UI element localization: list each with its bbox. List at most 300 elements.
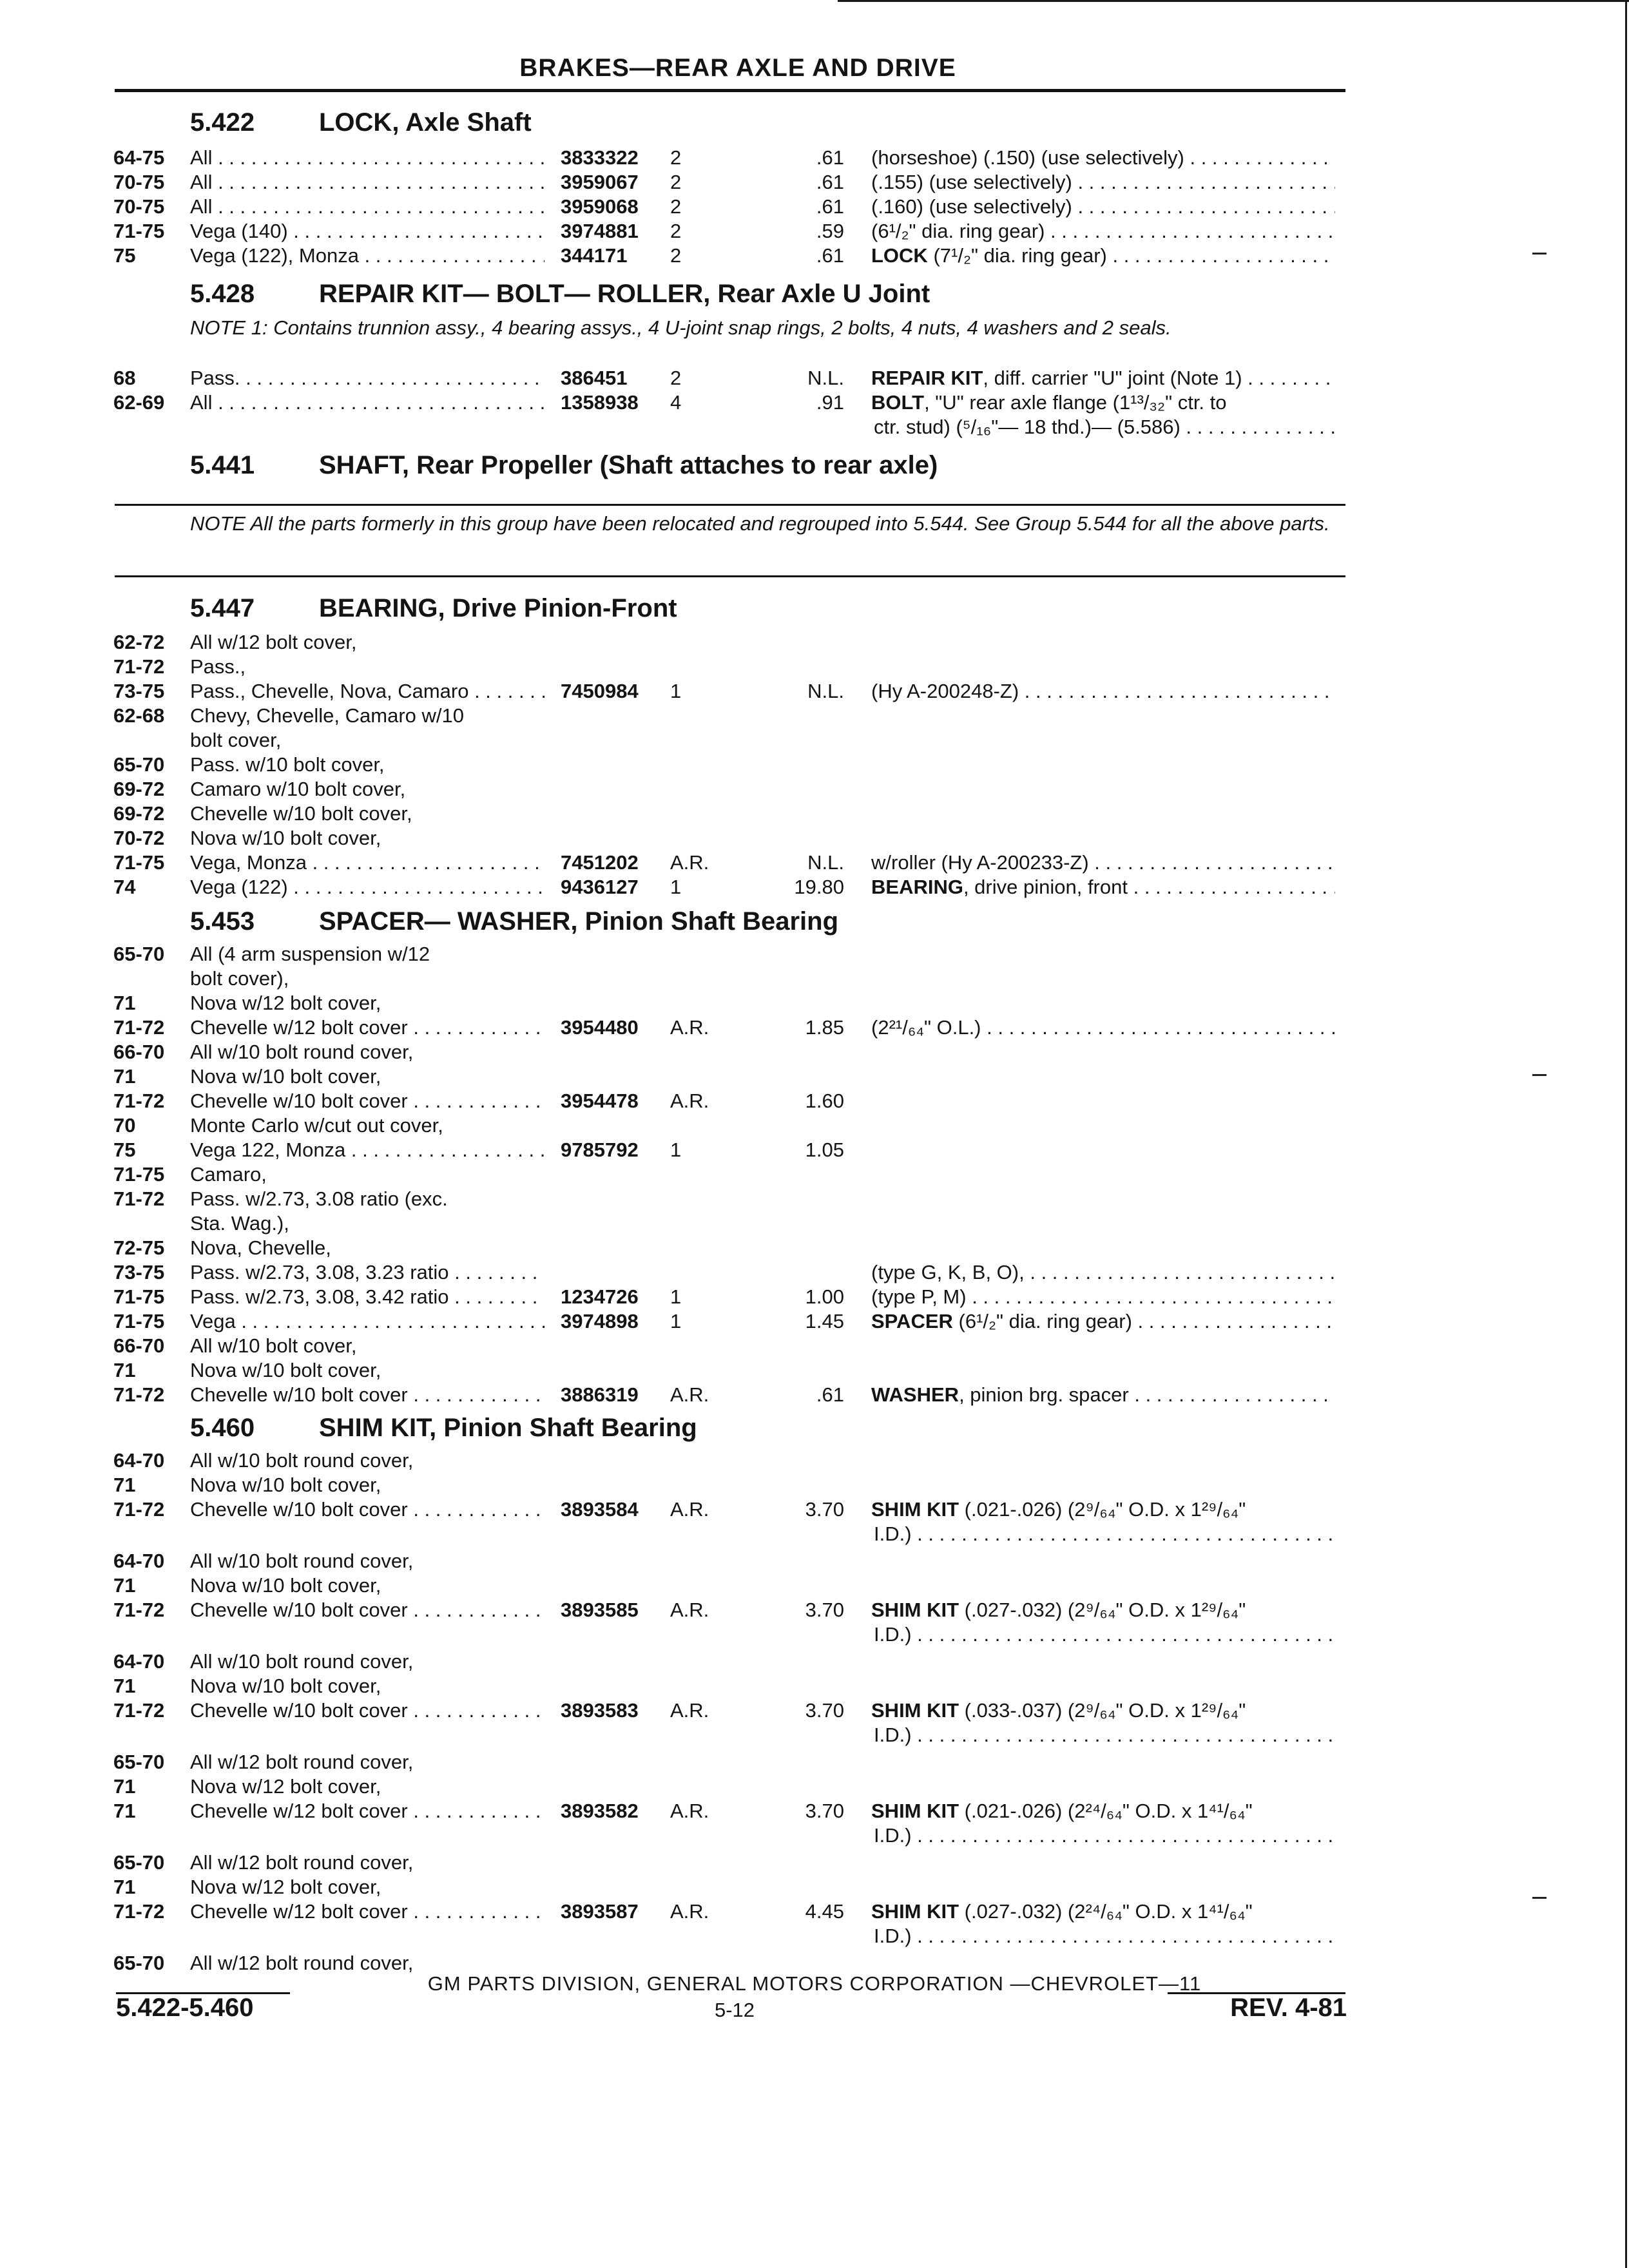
- table-row: [0, 1064, 1353, 1089]
- description: [871, 1698, 1335, 1723]
- table-row-continuation: [0, 1823, 1353, 1848]
- description-keyword: LOCK: [871, 244, 928, 267]
- table-row: [0, 1473, 1353, 1497]
- part-number: 344171: [561, 244, 628, 267]
- description-continuation: I.D.) . . .: [871, 1622, 1338, 1647]
- application: Camaro,: [190, 1163, 267, 1186]
- part-number: 3974881: [561, 220, 639, 242]
- description: [871, 1497, 1335, 1522]
- description: [871, 170, 1335, 195]
- description-text: (.033-.037) (2⁹/₆₄" O.D. x 1²⁹/₆₄": [959, 1699, 1246, 1722]
- description: [871, 1260, 1335, 1285]
- description-continuation: I.D.) . . .: [871, 1823, 1338, 1848]
- application: Vega (122) . . .: [190, 875, 545, 899]
- part-number: 3974898: [561, 1310, 639, 1332]
- table-row: [0, 1674, 1353, 1698]
- table-row: [0, 195, 1353, 219]
- right-edge-rule: [1625, 0, 1627, 2268]
- model-years: 70-75: [113, 195, 165, 218]
- description-text: (.155) (use selectively): [871, 171, 1072, 193]
- part-number: 3893583: [561, 1699, 639, 1722]
- table-row: [0, 1649, 1353, 1674]
- price: 19.80: [794, 876, 844, 898]
- application: All . . .: [190, 146, 545, 170]
- table-row: [0, 1573, 1353, 1598]
- description-text: (.021-.026) (2²⁴/₆₄" O.D. x 1⁴¹/₆₄": [959, 1800, 1253, 1822]
- section-note-5428: NOTE 1: Contains trunnion assy., 4 bearing assys., 4 U-joint snap rings, 2 bolts, 4 nuts, 4 washers and 2 seals.: [190, 316, 1171, 339]
- price: .61: [816, 244, 844, 267]
- price: .61: [816, 146, 844, 169]
- model-years: 71: [113, 992, 136, 1014]
- description-keyword: REPAIR KIT: [871, 367, 983, 389]
- application: Vega, Monza . . .: [190, 850, 545, 875]
- price: N.L.: [807, 367, 844, 389]
- quantity: 2: [670, 171, 682, 193]
- application: Chevelle w/10 bolt cover . . .: [190, 1383, 545, 1407]
- price: .61: [816, 195, 844, 218]
- price: .91: [816, 391, 844, 414]
- application: All w/10 bolt round cover,: [190, 1650, 414, 1673]
- application: All . . .: [190, 170, 545, 195]
- description-text: , pinion brg. spacer: [959, 1383, 1129, 1406]
- section-heading-5428: [190, 280, 930, 309]
- application: Nova w/10 bolt cover,: [190, 827, 381, 849]
- table-row: [0, 1448, 1353, 1473]
- model-years: 71: [113, 1775, 136, 1798]
- description: [871, 875, 1335, 899]
- application: All w/12 bolt round cover,: [190, 1851, 414, 1874]
- quantity: 2: [670, 367, 682, 389]
- part-number: 9436127: [561, 876, 639, 898]
- section-heading-5447: [190, 594, 677, 623]
- model-years: 73-75: [113, 1261, 165, 1283]
- table-row: [0, 728, 1353, 753]
- table-row: [0, 366, 1353, 390]
- description-text: (.027-.032) (2⁹/₆₄" O.D. x 1²⁹/₆₄": [959, 1599, 1246, 1621]
- section-title: SHIM KIT, Pinion Shaft Bearing: [319, 1414, 697, 1442]
- model-years: 75: [113, 1139, 136, 1161]
- price: 3.70: [805, 1800, 844, 1822]
- model-years: 71: [113, 1359, 136, 1381]
- model-years: 66-70: [113, 1334, 165, 1357]
- table-row: [0, 146, 1353, 170]
- application: Nova w/12 bolt cover,: [190, 1876, 381, 1898]
- description-text: (.160) (use selectively): [871, 195, 1072, 218]
- table-row: [0, 1113, 1353, 1138]
- application: Nova w/10 bolt cover,: [190, 1359, 381, 1381]
- section-number: 5.441: [190, 451, 255, 479]
- table-row: [0, 1750, 1353, 1774]
- model-years: 66-70: [113, 1041, 165, 1063]
- model-years: 71-72: [113, 1699, 165, 1722]
- model-years: 73-75: [113, 680, 165, 702]
- model-years: 71-72: [113, 1383, 165, 1406]
- quantity: A.R.: [670, 1900, 709, 1923]
- description: [871, 1383, 1335, 1407]
- model-years: 71-75: [113, 1285, 165, 1308]
- application: bolt cover),: [190, 967, 289, 990]
- part-number: 1234726: [561, 1285, 639, 1308]
- application: Pass. . . .: [190, 366, 545, 390]
- section-title: REPAIR KIT— BOLT— ROLLER, Rear Axle U Joint: [319, 280, 930, 308]
- price: 1.60: [805, 1090, 844, 1112]
- quantity: 2: [670, 244, 682, 267]
- table-row: [0, 802, 1353, 826]
- part-number: 3954478: [561, 1090, 639, 1112]
- model-years: 68: [113, 367, 136, 389]
- table-row: [0, 875, 1353, 899]
- section-heading-5453: [190, 907, 838, 936]
- price: 1.45: [805, 1310, 844, 1332]
- description-text: (type P, M): [871, 1285, 967, 1308]
- description-keyword: SHIM KIT: [871, 1498, 959, 1521]
- application: Pass. w/2.73, 3.08, 3.23 ratio . . .: [190, 1260, 545, 1285]
- table-row: [0, 170, 1353, 195]
- application: All w/10 bolt cover,: [190, 1334, 357, 1357]
- model-years: 71-75: [113, 1310, 165, 1332]
- quantity: 4: [670, 391, 682, 414]
- quantity: A.R.: [670, 1016, 709, 1039]
- application: Chevy, Chevelle, Camaro w/10: [190, 704, 464, 727]
- model-years: 62-68: [113, 704, 165, 727]
- table-row: [0, 966, 1353, 991]
- application: Nova w/10 bolt cover,: [190, 1675, 381, 1697]
- table-row-continuation: [0, 1723, 1353, 1747]
- description: [871, 679, 1335, 704]
- application: Camaro w/10 bolt cover,: [190, 778, 406, 800]
- model-years: 70-75: [113, 171, 165, 193]
- description-continuation: I.D.) . . .: [871, 1924, 1338, 1948]
- section-note-5441: NOTE All the parts formerly in this group have been relocated and regrouped into 5.544. See Group 5.544 for all the above parts.: [190, 512, 1330, 535]
- table-row: [0, 1015, 1353, 1040]
- table-row: [0, 1236, 1353, 1260]
- model-years: 71: [113, 1675, 136, 1697]
- table-row: [0, 244, 1353, 268]
- part-number: 3893584: [561, 1498, 639, 1521]
- model-years: 71-75: [113, 851, 165, 874]
- price: 1.85: [805, 1016, 844, 1039]
- model-years: 71-72: [113, 655, 165, 678]
- application: Sta. Wag.),: [190, 1212, 289, 1235]
- section-number: 5.422: [190, 108, 255, 137]
- quantity: 2: [670, 220, 682, 242]
- margin-mark: [1532, 1074, 1547, 1076]
- price: N.L.: [807, 851, 844, 874]
- table-row: [0, 390, 1353, 415]
- section-heading-5460: [190, 1414, 697, 1443]
- application: Chevelle w/10 bolt cover . . .: [190, 1598, 545, 1622]
- description-text: (horseshoe) (.150) (use selectively): [871, 146, 1184, 169]
- part-number: 1358938: [561, 391, 639, 414]
- quantity: A.R.: [670, 1699, 709, 1722]
- application: Chevelle w/12 bolt cover . . .: [190, 1799, 545, 1823]
- table-row-continuation: [0, 1522, 1353, 1546]
- model-years: 71: [113, 1474, 136, 1496]
- model-years: 71-72: [113, 1016, 165, 1039]
- section-rule: [115, 504, 1345, 506]
- model-years: 71-72: [113, 1187, 165, 1210]
- table-row: [0, 753, 1353, 777]
- model-years: 62-72: [113, 631, 165, 653]
- application: All w/12 bolt round cover,: [190, 1952, 414, 1974]
- description-continuation: I.D.) . . .: [871, 1522, 1338, 1546]
- application: All w/12 bolt cover,: [190, 631, 357, 653]
- application: All . . .: [190, 390, 545, 415]
- description-text: (6¹/₂" dia. ring gear): [871, 220, 1045, 242]
- section-number: 5.447: [190, 594, 255, 622]
- table-row: [0, 991, 1353, 1015]
- application: Chevelle w/10 bolt cover . . .: [190, 1497, 545, 1522]
- footer-revision: REV. 4-81: [1230, 1994, 1347, 2022]
- model-years: 62-69: [113, 391, 165, 414]
- quantity: A.R.: [670, 1800, 709, 1822]
- section-rule: [115, 575, 1345, 577]
- description-text: (2²¹/₆₄" O.L.): [871, 1016, 981, 1039]
- part-number: 3833322: [561, 146, 639, 169]
- section-number: 5.428: [190, 280, 255, 308]
- table-row: [0, 1549, 1353, 1573]
- application: All w/10 bolt round cover,: [190, 1550, 414, 1572]
- margin-mark: [1532, 253, 1547, 255]
- application: Chevelle w/12 bolt cover . . .: [190, 1899, 545, 1924]
- quantity: 1: [670, 876, 682, 898]
- part-number: 7451202: [561, 851, 639, 874]
- application: Chevelle w/10 bolt cover . . .: [190, 1089, 545, 1113]
- model-years: 71: [113, 1574, 136, 1597]
- model-years: 64-70: [113, 1550, 165, 1572]
- quantity: 1: [670, 1139, 682, 1161]
- part-number: 3893585: [561, 1599, 639, 1621]
- quantity: 2: [670, 195, 682, 218]
- description-text: (6¹/₂" dia. ring gear): [952, 1310, 1132, 1332]
- description-keyword: SHIM KIT: [871, 1599, 959, 1621]
- application: Pass. w/10 bolt cover,: [190, 753, 385, 776]
- application: Nova w/10 bolt cover,: [190, 1574, 381, 1597]
- description-text: (7¹/₂" dia. ring gear): [927, 244, 1107, 267]
- model-years: 64-75: [113, 146, 165, 169]
- model-years: 71-75: [113, 220, 165, 242]
- table-row-continuation: [0, 415, 1353, 439]
- description-text: , drive pinion, front: [963, 876, 1128, 898]
- model-years: 71: [113, 1876, 136, 1898]
- model-years: 65-70: [113, 1751, 165, 1773]
- description-keyword: BOLT: [871, 391, 925, 414]
- section-number: 5.460: [190, 1414, 255, 1442]
- description: [871, 1799, 1335, 1823]
- quantity: 1: [670, 680, 682, 702]
- table-row: [0, 1497, 1353, 1522]
- description: [871, 1899, 1335, 1924]
- application: Chevelle w/12 bolt cover . . .: [190, 1015, 545, 1040]
- application: Pass. w/2.73, 3.08 ratio (exc.: [190, 1187, 448, 1210]
- price: 1.00: [805, 1285, 844, 1308]
- table-row: [0, 1187, 1353, 1211]
- model-years: 74: [113, 876, 136, 898]
- description: [871, 244, 1335, 268]
- table-row: [0, 1334, 1353, 1358]
- model-years: 65-70: [113, 1851, 165, 1874]
- quantity: 2: [670, 146, 682, 169]
- part-number: 3959068: [561, 195, 639, 218]
- part-number: 3886319: [561, 1383, 639, 1406]
- model-years: 71-72: [113, 1900, 165, 1923]
- application: Nova w/10 bolt cover,: [190, 1474, 381, 1496]
- table-row: [0, 826, 1353, 850]
- table-row: [0, 1089, 1353, 1113]
- table-row: [0, 630, 1353, 655]
- table-row: [0, 1358, 1353, 1383]
- table-row: [0, 1040, 1353, 1064]
- description-text: w/roller (Hy A-200233-Z): [871, 851, 1089, 874]
- model-years: 71-72: [113, 1090, 165, 1112]
- footer-group-range: 5.422-5.460: [116, 1994, 254, 2022]
- table-row: [0, 850, 1353, 875]
- quantity: 1: [670, 1310, 682, 1332]
- description-keyword: SHIM KIT: [871, 1699, 959, 1722]
- model-years: 71: [113, 1065, 136, 1088]
- table-row: [0, 1138, 1353, 1162]
- table-row-continuation: [0, 1622, 1353, 1647]
- table-row: [0, 1260, 1353, 1285]
- application: Chevelle w/10 bolt cover . . .: [190, 1698, 545, 1723]
- part-number: 3954480: [561, 1016, 639, 1039]
- table-row: [0, 1285, 1353, 1309]
- model-years: 70-72: [113, 827, 165, 849]
- description-keyword: SPACER: [871, 1310, 953, 1332]
- description-text: , "U" rear axle flange (1¹³/₃₂" ctr. to: [924, 391, 1227, 414]
- table-row: [0, 1774, 1353, 1799]
- description: [871, 219, 1335, 244]
- section-heading-5422: [190, 108, 532, 137]
- price: N.L.: [807, 680, 844, 702]
- model-years: 75: [113, 244, 136, 267]
- page-title: BRAKES—REAR AXLE AND DRIVE: [519, 54, 956, 82]
- description: [871, 1285, 1335, 1309]
- section-heading-5441: [190, 451, 938, 480]
- description-text: (.021-.026) (2⁹/₆₄" O.D. x 1²⁹/₆₄": [959, 1498, 1246, 1521]
- description: [871, 390, 1335, 415]
- table-row: [0, 1850, 1353, 1875]
- application: All w/12 bolt round cover,: [190, 1751, 414, 1773]
- model-years: 65-70: [113, 943, 165, 965]
- model-years: 71-75: [113, 1163, 165, 1186]
- table-row: [0, 1899, 1353, 1924]
- quantity: A.R.: [670, 1498, 709, 1521]
- table-row: [0, 942, 1353, 966]
- table-row: [0, 679, 1353, 704]
- description: [871, 1309, 1335, 1334]
- description-text: (.027-.032) (2²⁴/₆₄" O.D. x 1⁴¹/₆₄": [959, 1900, 1253, 1923]
- price: 3.70: [805, 1599, 844, 1621]
- description-continuation: I.D.) . . .: [871, 1723, 1338, 1747]
- model-years: 65-70: [113, 753, 165, 776]
- quantity: 1: [670, 1285, 682, 1308]
- price: 1.05: [805, 1139, 844, 1161]
- description-continuation: ctr. stud) (⁵/₁₆"— 18 thd.)— (5.586) . . .: [871, 415, 1338, 439]
- model-years: 69-72: [113, 802, 165, 825]
- application: Chevelle w/10 bolt cover,: [190, 802, 412, 825]
- model-years: 69-72: [113, 778, 165, 800]
- application: Vega (140) . . .: [190, 219, 545, 244]
- quantity: A.R.: [670, 1599, 709, 1621]
- application: Monte Carlo w/cut out cover,: [190, 1114, 443, 1137]
- table-row: [0, 1875, 1353, 1899]
- application: All w/10 bolt round cover,: [190, 1449, 414, 1472]
- model-years: 70: [113, 1114, 136, 1137]
- quantity: A.R.: [670, 851, 709, 874]
- application: Pass., Chevelle, Nova, Camaro . . .: [190, 679, 545, 704]
- margin-mark: [1532, 1897, 1547, 1899]
- model-years: 71-72: [113, 1498, 165, 1521]
- table-row: [0, 1211, 1353, 1236]
- application: All . . .: [190, 195, 545, 219]
- quantity: A.R.: [670, 1090, 709, 1112]
- model-years: 64-70: [113, 1650, 165, 1673]
- part-number: 3893582: [561, 1800, 639, 1822]
- model-years: 71: [113, 1800, 136, 1822]
- table-row-continuation: [0, 1924, 1353, 1948]
- table-row: [0, 1698, 1353, 1723]
- application: Pass.,: [190, 655, 246, 678]
- description-text: (Hy A-200248-Z): [871, 680, 1019, 702]
- table-row: [0, 777, 1353, 802]
- price: .59: [816, 220, 844, 242]
- description: [871, 1598, 1335, 1622]
- price: .61: [816, 1383, 844, 1406]
- application: All (4 arm suspension w/12: [190, 943, 430, 965]
- model-years: 71-72: [113, 1599, 165, 1621]
- application: Nova w/12 bolt cover,: [190, 992, 381, 1014]
- title-rule: [115, 89, 1345, 92]
- table-row: [0, 655, 1353, 679]
- description-keyword: WASHER: [871, 1383, 959, 1406]
- top-edge-rule: [838, 0, 1629, 2]
- application: Vega . . .: [190, 1309, 545, 1334]
- table-row: [0, 1309, 1353, 1334]
- application: Vega 122, Monza . . .: [190, 1138, 545, 1162]
- part-number: 386451: [561, 367, 628, 389]
- description-text: , diff. carrier "U" joint (Note 1): [983, 367, 1242, 389]
- application: Nova w/10 bolt cover,: [190, 1065, 381, 1088]
- price: 4.45: [805, 1900, 844, 1923]
- table-row: [0, 1383, 1353, 1407]
- section-number: 5.453: [190, 907, 255, 936]
- part-number: 9785792: [561, 1139, 639, 1161]
- section-title: LOCK, Axle Shaft: [319, 108, 532, 137]
- table-row: [0, 704, 1353, 728]
- table-row: [0, 1162, 1353, 1187]
- description: [871, 1015, 1335, 1040]
- price: 3.70: [805, 1498, 844, 1521]
- section-title: BEARING, Drive Pinion-Front: [319, 594, 677, 622]
- description-text: (type G, K, B, O),: [871, 1261, 1025, 1283]
- application: Nova w/12 bolt cover,: [190, 1775, 381, 1798]
- price: 3.70: [805, 1699, 844, 1722]
- model-years: 65-70: [113, 1952, 165, 1974]
- application: Pass. w/2.73, 3.08, 3.42 ratio . . .: [190, 1285, 545, 1309]
- footer-publisher: GM PARTS DIVISION, GENERAL MOTORS CORPORATION —CHEVROLET—11: [427, 1972, 1202, 1995]
- table-row: [0, 1799, 1353, 1823]
- footer-page-number: 5-12: [714, 1999, 755, 2021]
- description: [871, 195, 1335, 219]
- table-row: [0, 1598, 1353, 1622]
- price: .61: [816, 171, 844, 193]
- part-number: 7450984: [561, 680, 639, 702]
- table-row: [0, 219, 1353, 244]
- description: [871, 146, 1335, 170]
- section-title: SPACER— WASHER, Pinion Shaft Bearing: [319, 907, 838, 936]
- description: [871, 850, 1335, 875]
